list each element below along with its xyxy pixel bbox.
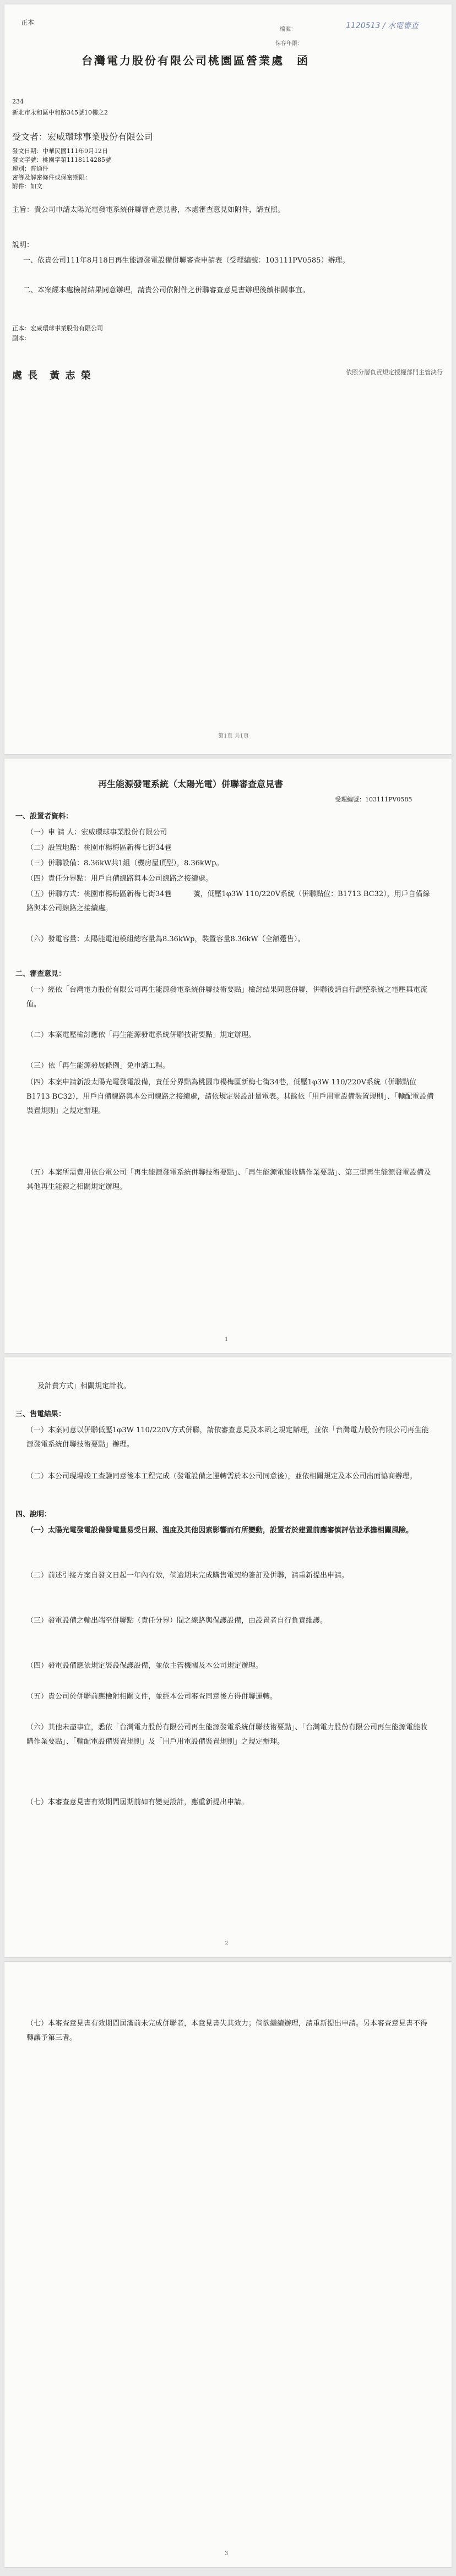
section-4-heading: 四、說明： — [15, 1510, 52, 1519]
sec2-item-5: （五）本案所需費用依台電公司「再生能源發電系統併聯技術要點」、「再生能源電能收購作業要點」、第三型再生能源發電設備及其他再生能源之相關規定辦理。 — [26, 1169, 431, 1191]
zip-code: 234 — [12, 98, 24, 105]
sec4-item-6: （六）其他未盡事宜，悉依「台灣電力股份有限公司再生能源發電系統併聯技術要點」、「台灣電力股份有限公司再生能源電能收購作業要點」、「輸配電設備裝置規則」及「用戶用電設備裝置規則」之規定辦理。 — [26, 1723, 428, 1746]
page-footer: 3 — [225, 2551, 229, 2557]
page-footer: 2 — [225, 1941, 229, 1947]
sec1-item-1: （一）申 請 人：宏威環球事業股份有限公司 — [26, 828, 167, 837]
cc-to: 副本： — [12, 335, 30, 342]
section-3-heading: 三、售電結果： — [15, 1410, 66, 1418]
sec1-item-2: （二）設置地點：桃園市楊梅區新梅七街34巷 — [26, 844, 172, 852]
secret-class: 密等及解密條件或保密期限： — [12, 174, 91, 181]
sec2-item-4: （四）本案申請新設太陽光電發電設備，責任分界點為桃園市楊梅區新梅七街34巷，低壓1φ3W 110/220V系統（併聯點位 B1713 BC32），用戶自備線路與本公司線路之接續處，請依規定裝設計量電表。其餘依「用戶用電設備裝置規則」、「輸配電設備裝置規則」之規定辦理。 — [26, 1078, 434, 1115]
sec3-item-2: （二）本公司現場竣工查驗同意後本工程完成（發電設備之運轉需於本公司同意後），並依相關規定及本公司出面協商辦理。 — [26, 1472, 417, 1481]
explain-item-2: 二、本案經本處檢討結果同意辦理，請貴公司依附件之併聯審查意見書辦理後續相關事宜。 — [23, 286, 310, 294]
sec4-item-1: （一）太陽光電發電設備發電量易受日照、溫度及其他因素影響而有所變動，設置者於建置前應審慎評估並承擔相關風險。 — [26, 1526, 414, 1535]
sec4-item-2: （二）前述引接方案自發文日起一年內有效，倘逾期未完成購售電契約簽訂及併聯，請重新提出申請。 — [26, 1571, 349, 1580]
doc-number: 發文字號：桃園字第1118114285號 — [12, 156, 111, 163]
page-footer: 1 — [225, 1336, 229, 1342]
signer: 處 長 黃 志 榮 — [12, 370, 92, 381]
sec2-item-2: （二）本案電壓檢討應依「再生能源發電系統併聯技術要點」規定辦理。 — [26, 1031, 256, 1039]
sec1-item-4: （四）責任分界點：用戶自備線路與本公司線路之接續處。 — [26, 875, 213, 883]
explain-head: 說明： — [12, 241, 34, 249]
sec3-item-1: （一）本案同意以併聯低壓1φ3W 110/220V方式併聯，請依審查意見及本函之規定辦理，並依「台灣電力股份有限公司再生能源發電系統併聯技術要點」辦理。 — [26, 1426, 429, 1449]
speed-class: 速別：普通件 — [12, 165, 48, 172]
copy-to: 正本：宏威環球事業股份有限公司 — [12, 325, 103, 332]
document-page-3 — [4, 1357, 452, 1957]
sec4-item-5: （五）貴公司於併聯前應檢附相關文件，並經本公司審查同意後方得併聯運轉。 — [26, 1693, 278, 1701]
sec1-item-5: （五）併聯方式：桃園市楊梅區新梅七街34巷 號，低壓1φ3W 110/220V系統（併聯點位：B1713 BC32），用戶自備線路與本公司線路之接續處。 — [26, 890, 430, 913]
p4-item-1: （七）本審查意見書有效期間屆滿前未完成併聯者，本意見書失其效力；倘欲繼續辦理，請重新提出申請。另本審查意見書不得轉讓予第三者。 — [26, 2020, 428, 2042]
opinion-title: 再生能源發電系統（太陽光電）併聯審查意見書 — [98, 779, 284, 789]
sec1-item-6: （六）發電容量：太陽能電池模組總容量為8.36kWp，裝置容量8.36kW（全額躉售）。 — [26, 935, 305, 943]
original-stamp: 正本 — [21, 19, 35, 26]
sec4-item-4: （四）發電設備應依規定裝設保護設備，並依主管機關及本公司規定辦理。 — [26, 1662, 263, 1670]
sec1-item-3: （三）併聯設備：8.36kW共1組（機房屋頂型），8.36kWp。 — [26, 859, 224, 867]
explain-item-1: 一、依貴公司111年8月18日再生能源發電設備併聯審查申請表（受理編號：103111PV0585）辦理。 — [23, 256, 350, 265]
case-number: 受理編號：103111PV0585 — [335, 796, 412, 803]
subject-body: 貴公司申請太陽光電發電系統併聯審查意見書，本處審查意見如附件，請查照。 — [34, 206, 285, 214]
agency-title: 台灣電力股份有限公司桃園區營業處 函 — [82, 54, 310, 67]
document-page-1 — [4, 4, 452, 754]
section-1-heading: 一、設置者資料： — [15, 812, 73, 821]
section-2-heading: 二、審查意見： — [15, 970, 66, 978]
document-page-4 — [4, 1962, 452, 2567]
sec2-item-1: （一）經依「台灣電力股份有限公司再生能源發電系統併聯技術要點」檢討結果同意併聯，併聯後請自行調整系統之電壓與電流值。 — [26, 986, 428, 1008]
sec2-item-3: （三）依「再生能源發展條例」免申請工程。 — [26, 1062, 170, 1070]
continued-text: 及計費方式」相關規定計收。 — [37, 1382, 131, 1390]
file-no-label: 檔號： — [280, 26, 296, 32]
page-footer: 第1頁 共1頁 — [218, 733, 249, 739]
retention-label: 保存年限： — [275, 41, 303, 47]
sec4-item-3: （三）發電設備之輸出端至併聯點（責任分界）間之線路與保護設備，由設置者自行負責維護。 — [26, 1617, 328, 1625]
authorization-note: 依照分層負責規定授權部門主管決行 — [346, 369, 443, 376]
sec4-item-7: （七）本審查意見書有效期間屆期前如有變更設計，應重新提出申請。 — [26, 1798, 249, 1807]
document-page-2 — [4, 758, 452, 1353]
subject-head: 主旨： — [12, 206, 34, 214]
recipient: 受文者：宏威環球事業股份有限公司 — [12, 132, 154, 142]
issue-date: 發文日期：中華民國111年9月12日 — [12, 148, 108, 155]
recipient-address: 新北市永和區中和路345號10樓之2 — [12, 109, 108, 116]
handwritten-note: 1120513 / 水電審查 — [346, 21, 419, 30]
attachment: 附件：如文 — [12, 183, 42, 190]
